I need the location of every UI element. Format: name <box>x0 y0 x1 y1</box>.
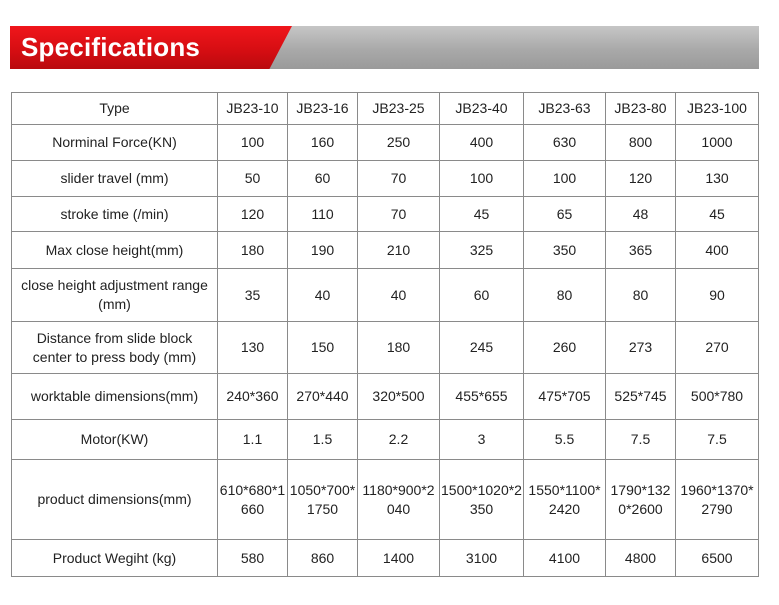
table-cell: 800 <box>606 125 676 161</box>
table-cell: 6500 <box>676 540 759 577</box>
table-cell: 4800 <box>606 540 676 577</box>
table-row <box>12 374 759 420</box>
specifications-table <box>11 92 759 577</box>
table-cell: 45 <box>676 197 759 232</box>
header-cell-model: JB23-25 <box>358 93 440 125</box>
table-cell: 210 <box>358 232 440 269</box>
header-cell-model: JB23-63 <box>524 93 606 125</box>
table-cell: 250 <box>358 125 440 161</box>
table-cell: 630 <box>524 125 606 161</box>
table-cell: 130 <box>676 161 759 197</box>
page-title: Specifications <box>21 32 201 62</box>
table-cell: 100 <box>218 125 288 161</box>
table-cell: 610*680*1660 <box>218 460 288 540</box>
row-label: worktable dimensions(mm) <box>12 374 218 420</box>
table-cell: 270*440 <box>288 374 358 420</box>
specifications-banner <box>10 26 759 69</box>
row-label: close height adjustment range (mm) <box>12 269 218 322</box>
table-row <box>12 322 759 374</box>
table-cell: 3100 <box>440 540 524 577</box>
table-row <box>12 232 759 269</box>
table-cell: 70 <box>358 197 440 232</box>
table-cell: 4100 <box>524 540 606 577</box>
table-cell: 1050*700*1750 <box>288 460 358 540</box>
table-row <box>12 540 759 577</box>
table-cell: 130 <box>218 322 288 374</box>
table-cell: 580 <box>218 540 288 577</box>
table-cell: 860 <box>288 540 358 577</box>
table-cell: 70 <box>358 161 440 197</box>
table-cell: 80 <box>524 269 606 322</box>
table-cell: 180 <box>218 232 288 269</box>
table-cell: 1550*1100*2420 <box>524 460 606 540</box>
row-label: Product Wegiht (kg) <box>12 540 218 577</box>
table-cell: 2.2 <box>358 420 440 460</box>
table-cell: 160 <box>288 125 358 161</box>
table-cell: 260 <box>524 322 606 374</box>
table-cell: 1.1 <box>218 420 288 460</box>
table-cell: 500*780 <box>676 374 759 420</box>
row-label: Distance from slide block center to press body (mm) <box>12 322 218 374</box>
table-cell: 100 <box>524 161 606 197</box>
table-cell: 5.5 <box>524 420 606 460</box>
table-cell: 365 <box>606 232 676 269</box>
table-cell: 240*360 <box>218 374 288 420</box>
table-cell: 320*500 <box>358 374 440 420</box>
table-cell: 45 <box>440 197 524 232</box>
table-cell: 1180*900*2040 <box>358 460 440 540</box>
table-cell: 120 <box>218 197 288 232</box>
table-cell: 180 <box>358 322 440 374</box>
table-cell: 455*655 <box>440 374 524 420</box>
header-cell-model: JB23-40 <box>440 93 524 125</box>
table-cell: 40 <box>358 269 440 322</box>
table-cell: 475*705 <box>524 374 606 420</box>
table-cell: 35 <box>218 269 288 322</box>
table-cell: 350 <box>524 232 606 269</box>
table-cell: 60 <box>440 269 524 322</box>
table-row <box>12 269 759 322</box>
table-cell: 1500*1020*2350 <box>440 460 524 540</box>
header-cell-model: JB23-100 <box>676 93 759 125</box>
table-cell: 40 <box>288 269 358 322</box>
row-label: Norminal Force(KN) <box>12 125 218 161</box>
row-label: Motor(KW) <box>12 420 218 460</box>
table-cell: 1.5 <box>288 420 358 460</box>
table-cell: 400 <box>676 232 759 269</box>
table-cell: 1400 <box>358 540 440 577</box>
row-label: product dimensions(mm) <box>12 460 218 540</box>
table-header-row <box>12 93 759 125</box>
header-cell-model: JB23-16 <box>288 93 358 125</box>
table-cell: 50 <box>218 161 288 197</box>
table-row <box>12 420 759 460</box>
row-label: slider travel (mm) <box>12 161 218 197</box>
header-cell-model: JB23-80 <box>606 93 676 125</box>
table-cell: 48 <box>606 197 676 232</box>
table-cell: 270 <box>676 322 759 374</box>
table-cell: 90 <box>676 269 759 322</box>
table-cell: 273 <box>606 322 676 374</box>
header-cell-type: Type <box>12 93 218 125</box>
table-cell: 190 <box>288 232 358 269</box>
table-row <box>12 460 759 540</box>
row-label: Max close height(mm) <box>12 232 218 269</box>
table-cell: 1000 <box>676 125 759 161</box>
table-row <box>12 197 759 232</box>
table-cell: 120 <box>606 161 676 197</box>
table-cell: 60 <box>288 161 358 197</box>
table-cell: 400 <box>440 125 524 161</box>
table-cell: 245 <box>440 322 524 374</box>
table-cell: 1960*1370*2790 <box>676 460 759 540</box>
table-cell: 7.5 <box>676 420 759 460</box>
table-cell: 7.5 <box>606 420 676 460</box>
row-label: stroke time (/min) <box>12 197 218 232</box>
table-cell: 1790*1320*2600 <box>606 460 676 540</box>
table-cell: 325 <box>440 232 524 269</box>
table-cell: 3 <box>440 420 524 460</box>
header-cell-model: JB23-10 <box>218 93 288 125</box>
table-cell: 110 <box>288 197 358 232</box>
table-row <box>12 125 759 161</box>
table-cell: 80 <box>606 269 676 322</box>
table-cell: 525*745 <box>606 374 676 420</box>
table-row <box>12 161 759 197</box>
table-cell: 100 <box>440 161 524 197</box>
table-cell: 65 <box>524 197 606 232</box>
table-cell: 150 <box>288 322 358 374</box>
